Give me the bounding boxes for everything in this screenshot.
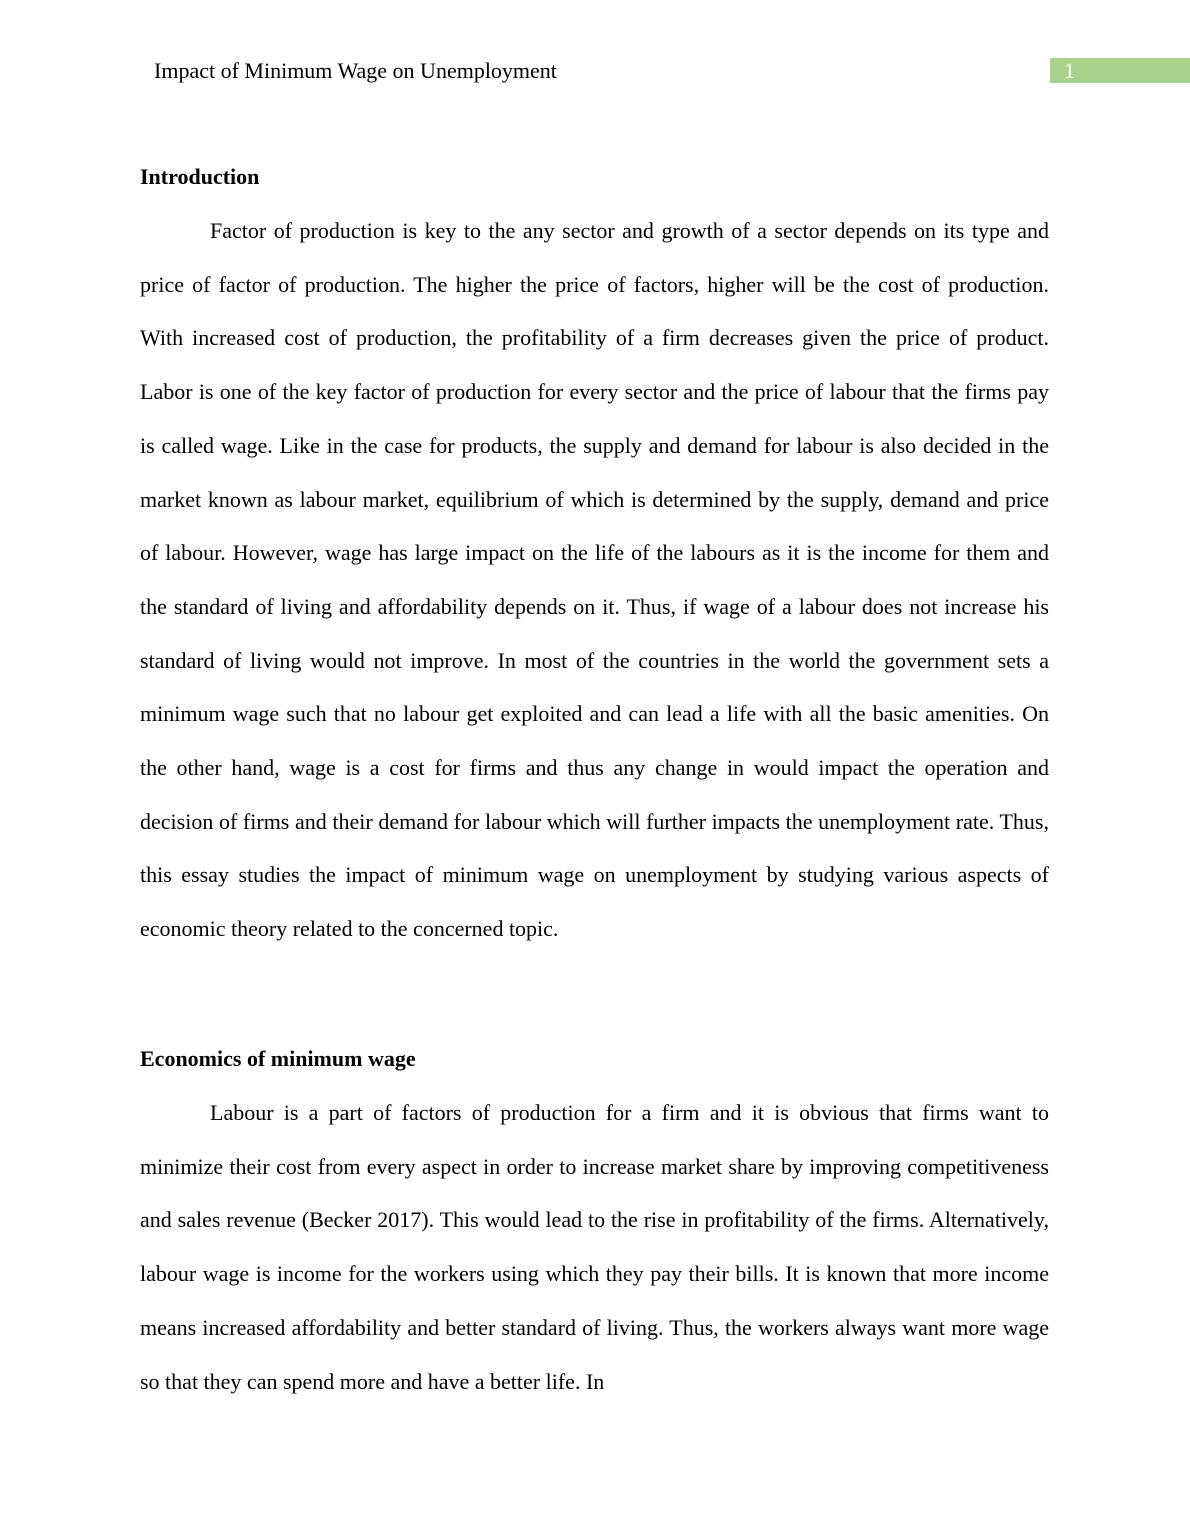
section-heading-economics: Economics of minimum wage <box>140 1046 416 1071</box>
page-number: 1 <box>1064 58 1075 83</box>
running-head-title: Impact of Minimum Wage on Unemployment <box>154 58 557 83</box>
section-heading-introduction: Introduction <box>140 164 260 189</box>
paragraph-economics: Labour is a part of factors of production for a firm and it is obvious that firms want to minimize their cost from every aspect in order to increase market share by improving competitiveness and sales revenue (Becker 2017). This would lead to the rise in profitability of the firms. Alternatively, labour wage is income for the workers using which they pay their bills. It is known that more income means increased affordability and better standard of living. Thus, the workers always want more wage so that they can spend more and have a better life. In <box>140 1100 1049 1394</box>
paragraph-introduction: Factor of production is key to the any sector and growth of a sector depends on its type and price of factor of production. The higher the price of factors, higher will be the cost of production. With increased cost of production, the profitability of a firm decreases given the price of product. Labor is one of the key factor of production for every sector and the price of labour that the firms pay is called wage. Like in the case for products, the supply and demand for labour is also decided in the market known as labour market, equilibrium of which is determined by the supply, demand and price of labour. However, wage has large impact on the life of the labours as it is the income for them and the standard of living and affordability depends on it. Thus, if wage of a labour does not increase his standard of living would not improve. In most of the countries in the world the government sets a minimum wage such that no labour get exploited and can lead a life with all the basic amenities. On the other hand, wage is a cost for firms and thus any change in would impact the operation and decision of firms and their demand for labour which will further impacts the unemployment rate. Thus, this essay studies the impact of minimum wage on unemployment by studying various aspects of economic theory related to the concerned topic. <box>140 218 1049 942</box>
